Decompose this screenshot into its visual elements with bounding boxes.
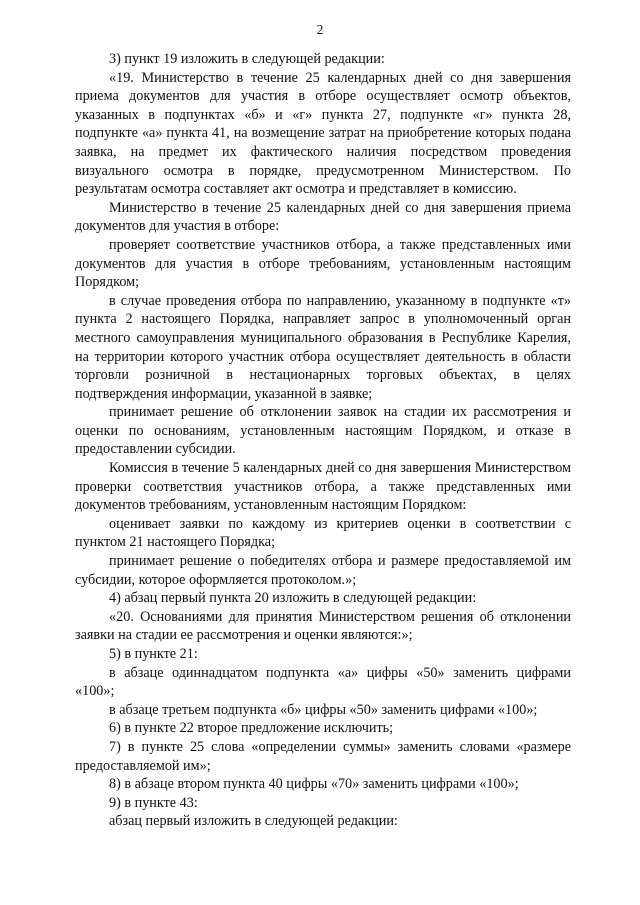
paragraph: оценивает заявки по каждому из критериев оценки в соответствии с пунктом 21 настоящего Порядка; xyxy=(75,515,571,551)
paragraph: 9) в пункте 43: xyxy=(109,794,198,811)
paragraph: 5) в пункте 21: xyxy=(109,646,198,662)
paragraph: в случае проведения отбора по направлению, указанному в подпункте «т» пункта 2 настоящего Порядка, направляет запрос в уполномоченный орган местного самоуправления муниципального образования в Республике Карелия, на территории которого участник отбора осуществляет деятельность в области торговли розничной в нестационарных торговых объектах, в целях подтверждения информации, указанной в заявке; xyxy=(75,292,571,402)
paragraph: 8) в абзаце втором пункта 40 цифры «70» заменить цифрами «100»; xyxy=(109,776,519,793)
paragraph: Комиссия в течение 5 календарных дней со дня завершения Министерством проверки соответствия участников отбора, а также представленных ими документов требованиям, установленным настоящим Порядком: xyxy=(75,460,571,514)
paragraph: «19. Министерство в течение 25 календарных дней со дня завершения приема документов для участия в отборе осуществляет осмотр объектов, указанных в подпунктах «б» и «г» пункта 27, подпункте «г» пункта 28, подпункте «а» пункта 41, на возмещение затрат на приобретение которых подана заявка, на предмет их фактического наличия посредством проведения визуального осмотра в порядке, предусмотренном Министерством. По результатам осмотра составляет акт осмотра и представляет в комиссию. xyxy=(75,69,571,198)
paragraph: принимает решение о победителях отбора и размере предоставляемой им субсидии, которое оформляется протоколом.»; xyxy=(75,553,571,588)
paragraph: «20. Основаниями для принятия Министерством решения об отклонении заявки на стадии ее рассмотрения и оценки являются:»; xyxy=(75,608,571,644)
paragraph: 7) в пункте 25 слова «определении суммы» заменить словами «размере предоставляемой им»; xyxy=(75,738,571,774)
page-number: 2 xyxy=(316,22,324,37)
paragraph: в абзаце одиннадцатом подпункта «а» цифры «50» заменить цифрами «100»; xyxy=(75,664,571,700)
paragraph: 6) в пункте 22 второе предложение исключить; xyxy=(109,720,394,737)
paragraph: абзац первый изложить в следующей редакции: xyxy=(109,813,398,830)
paragraph: принимает решение об отклонении заявок на стадии их рассмотрения и оценки по основаниям, установленным настоящим Порядком, и отказе в предоставлении субсидии. xyxy=(75,404,571,458)
paragraph: 3) пункт 19 изложить в следующей редакции: xyxy=(109,51,385,67)
paragraph: в абзаце третьем подпункта «б» цифры «50» заменить цифрами «100»; xyxy=(109,701,538,718)
paragraph: 4) абзац первый пункта 20 изложить в следующей редакции: xyxy=(109,590,477,607)
document-body xyxy=(75,50,571,831)
paragraph: Министерство в течение 25 календарных дней со дня завершения приема документов для участия в отборе: xyxy=(75,199,571,235)
paragraph: проверяет соответствие участников отбора, а также представленных ими документов для участия в отборе требованиям, установленным настоящим Порядком; xyxy=(75,236,571,291)
